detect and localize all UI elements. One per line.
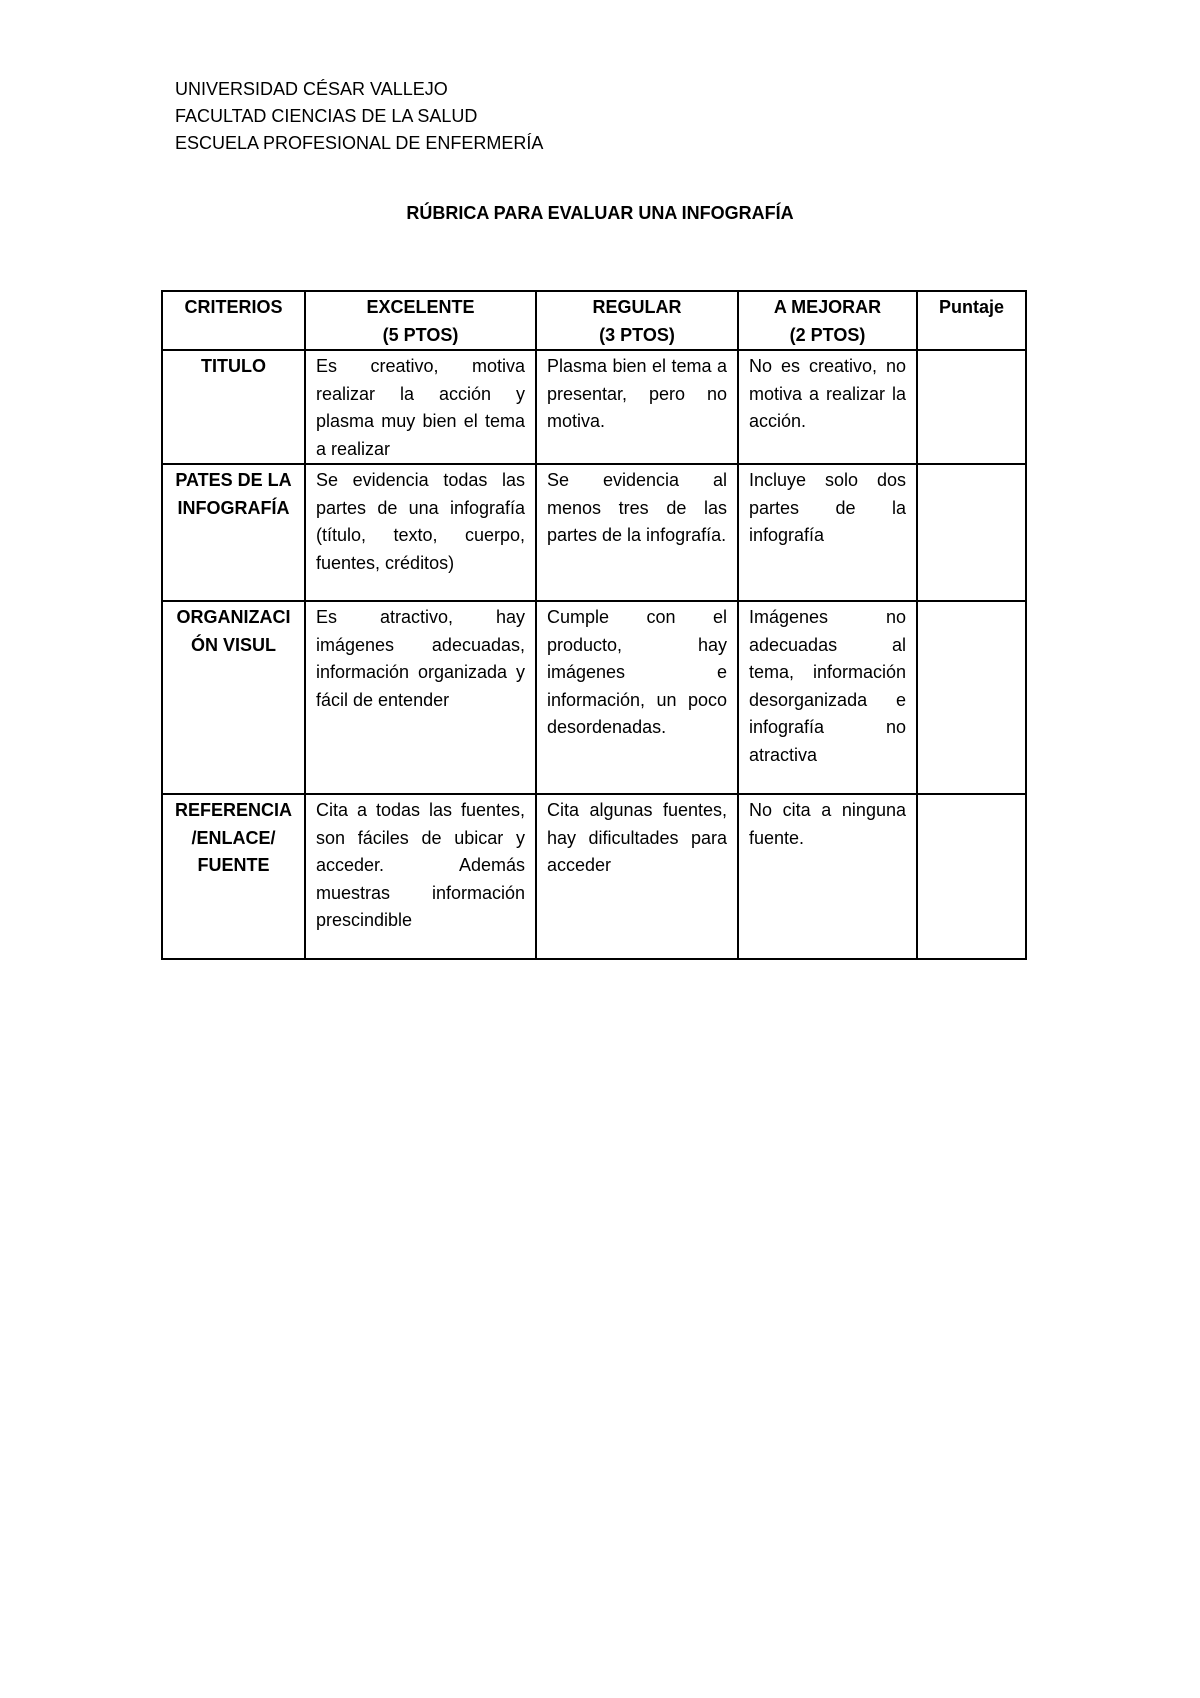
column-header-excelente: EXCELENTE (5 PTOS) (305, 291, 536, 350)
table-header-row (162, 291, 1026, 350)
regular-cell: Se evidencia al menos tres de las partes de la infografía. (536, 464, 738, 601)
excelente-cell: Es creativo, motiva realizar la acción y plasma muy bien el tema a realizar (305, 350, 536, 464)
rubric-table (161, 290, 1027, 960)
table-row (162, 794, 1026, 959)
criterion-cell: REFERENCIA /ENLACE/ FUENTE (162, 794, 305, 959)
column-header-puntaje: Puntaje (917, 291, 1026, 350)
column-header-a-mejorar: A MEJORAR (2 PTOS) (738, 291, 917, 350)
excelente-cell: Cita a todas las fuentes, son fáciles de ubicar y acceder. Además muestras información prescindible (305, 794, 536, 959)
criterion-cell: PATES DE LA INFOGRAFÍA (162, 464, 305, 601)
university-name: UNIVERSIDAD CÉSAR VALLEJO (175, 79, 448, 99)
faculty-name: FACULTAD CIENCIAS DE LA SALUD (175, 106, 478, 126)
a-mejorar-cell: No es creativo, no motiva a realizar la acción. (738, 350, 917, 464)
table-row (162, 350, 1026, 464)
institution-header (175, 76, 543, 157)
regular-cell: Plasma bien el tema a presentar, pero no motiva. (536, 350, 738, 464)
column-header-regular: REGULAR (3 PTOS) (536, 291, 738, 350)
criterion-cell: ORGANIZACI ÓN VISUL (162, 601, 305, 794)
a-mejorar-cell: No cita a ninguna fuente. (738, 794, 917, 959)
excelente-cell: Es atractivo, hay imágenes adecuadas, información organizada y fácil de entender (305, 601, 536, 794)
document-title: RÚBRICA PARA EVALUAR UNA INFOGRAFÍA (406, 203, 794, 223)
a-mejorar-cell: Incluye solo dos partes de la infografía (738, 464, 917, 601)
column-header-criterios: CRITERIOS (162, 291, 305, 350)
criterion-cell: TITULO (162, 350, 305, 464)
a-mejorar-cell: Imágenes no adecuadas al tema, información desorganizada e infografía no atractiva (738, 601, 917, 794)
puntaje-cell (917, 464, 1026, 601)
puntaje-cell (917, 794, 1026, 959)
regular-cell: Cita algunas fuentes, hay dificultades para acceder (536, 794, 738, 959)
regular-cell: Cumple con el producto, hay imágenes e información, un poco desordenadas. (536, 601, 738, 794)
school-name: ESCUELA PROFESIONAL DE ENFERMERÍA (175, 133, 544, 153)
puntaje-cell (917, 350, 1026, 464)
excelente-cell: Se evidencia todas las partes de una infografía (título, texto, cuerpo, fuentes, créditos) (305, 464, 536, 601)
table-row (162, 601, 1026, 794)
puntaje-cell (917, 601, 1026, 794)
table-row (162, 464, 1026, 601)
